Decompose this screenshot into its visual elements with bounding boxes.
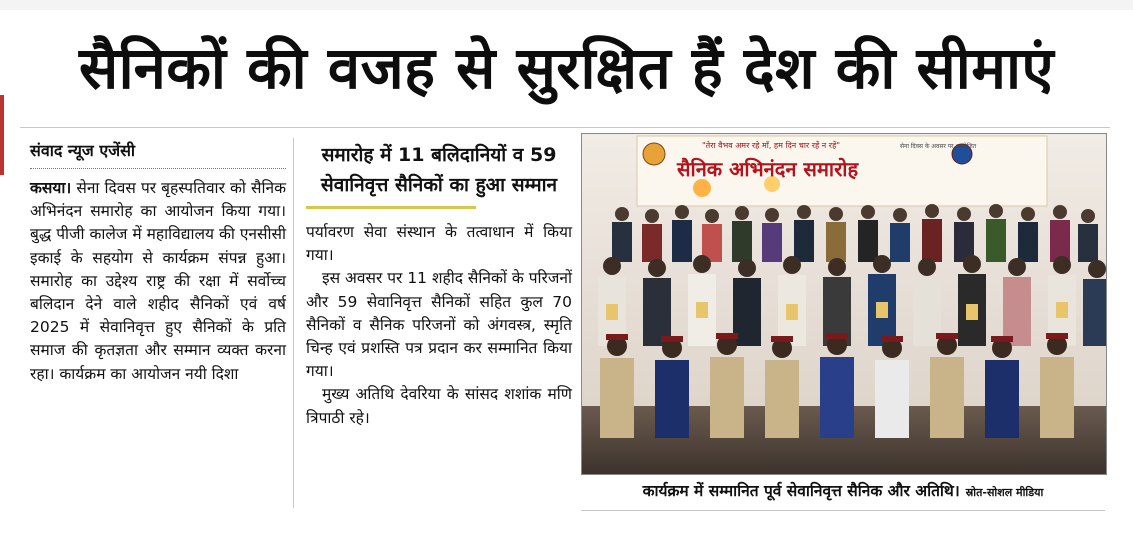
subheadline-underline <box>306 206 476 209</box>
photo-caption <box>581 476 1105 506</box>
column-1-body: सेना दिवस पर बृहस्पतिवार को सैनिक अभिनंदन समारोह का आयोजन किया गया। बुद्ध पीजी कालेज में महाविद्यालय की एनसीसी इकाई के सहयोग से कार्यक्रम संपन्न हुआ। समारोह का उद्देश्य राष्ट्र की रक्षा में सर्वोच्च बलिदान देने वाले शहीद सैनिकों एवं वर्ष 2025 में सेवानिवृत्त हुए सैनिकों के प्रति समाज की कृतज्ञता और सम्मान व्यक्त करना रहा। कार्यक्रम का आयोजन नयी दिशा <box>30 179 286 383</box>
previous-article-strip <box>0 0 1133 10</box>
photo-credit: स्रोत-सोशल मीडिया <box>965 486 1044 499</box>
subheadline: समारोह में 11 बलिदानियों व 59 सेवानिवृत्त सैनिकों का हुआ सम्मान <box>320 144 558 196</box>
dateline: कसया। <box>30 179 72 197</box>
column-2-text <box>306 221 572 430</box>
headline-divider <box>20 127 1110 128</box>
column-2-paragraph-3: मुख्य अतिथि देवरिया के सांसद शशांक मणि त्रिपाठी रहे। <box>306 385 572 427</box>
group-photo <box>581 133 1107 475</box>
strip-fragment <box>0 0 1133 9</box>
banner-top-text: "तेरा वैभव अमर रहे माँ, हम दिन चार रहें न रहें" <box>702 141 840 150</box>
headline: सैनिकों की वजह से सुरक्षित हैं देश की सीमाएं <box>78 34 1055 102</box>
banner-title: सैनिक अभिनंदन समारोह <box>677 157 859 181</box>
column-1-text <box>30 177 286 386</box>
column-2-paragraph-2: इस अवसर पर 11 शहीद सैनिकों के परिजनों और 59 सेवानिवृत्त सैनिकों सहित कुल 70 सैनिकों व सैनिक परिजनों को अंगवस्त्र, स्मृति चिन्ह एवं प्रशस्ति पत्र प्रदान कर सम्मानित किया गया। <box>306 269 572 381</box>
caption-text: कार्यक्रम में सम्मानित पूर्व सेवानिवृत्त सैनिक और अतिथि। <box>642 482 960 500</box>
banner-side-text: सेना दिवस के अवसर पर आयोजित <box>900 143 977 150</box>
column-2-paragraph-1: पर्यावरण सेवा संस्थान के तत्वाधान में किया गया। <box>306 223 572 265</box>
column-divider <box>293 138 294 508</box>
caption-divider <box>581 510 1105 511</box>
group-photo-illustration <box>582 134 1106 474</box>
byline: संवाद न्यूज एजेंसी <box>30 140 286 169</box>
article-column-1 <box>30 140 286 386</box>
article-column-2 <box>306 140 572 430</box>
front-row-cadets <box>600 333 1074 438</box>
